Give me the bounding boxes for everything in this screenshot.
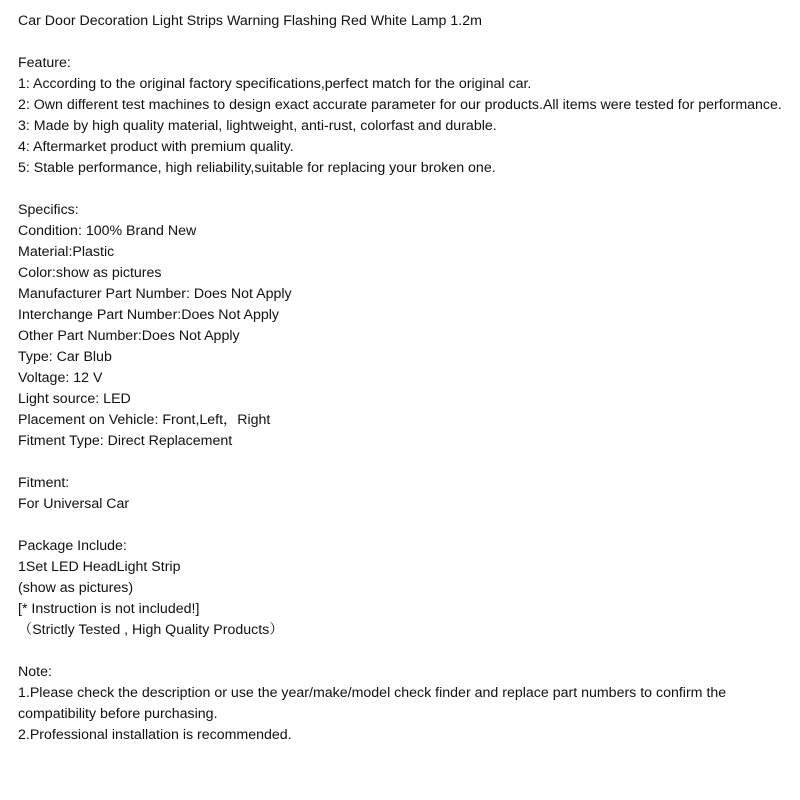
spec-condition: Condition: 100% Brand New xyxy=(18,223,197,239)
spec-manufacturer-part-number: Manufacturer Part Number: Does Not Apply xyxy=(18,286,292,302)
package-section xyxy=(18,536,788,641)
note-heading: Note: xyxy=(18,664,52,680)
fitment-section xyxy=(18,473,788,515)
spec-material: Material:Plastic xyxy=(18,244,115,260)
specifics-heading: Specifics: xyxy=(18,202,79,218)
spec-placement: Placement on Vehicle: Front,Left，Right xyxy=(18,412,271,428)
feature-item: 2: Own different test machines to design exact accurate parameter for our products.All items were tested for performance. xyxy=(18,97,782,113)
fitment-heading: Fitment: xyxy=(18,475,70,491)
spec-fitment-type: Fitment Type: Direct Replacement xyxy=(18,433,233,449)
feature-section xyxy=(18,53,788,179)
feature-item: 1: According to the original factory specifications,perfect match for the original car. xyxy=(18,76,532,92)
fitment-item: For Universal Car xyxy=(18,496,130,512)
spec-voltage: Voltage: 12 V xyxy=(18,370,103,386)
note-section xyxy=(18,662,788,746)
feature-item: 5: Stable performance, high reliability,suitable for replacing your broken one. xyxy=(18,160,496,176)
product-description xyxy=(18,11,788,746)
spacer xyxy=(18,452,788,473)
spec-color: Color:show as pictures xyxy=(18,265,162,281)
note-item: 1.Please check the description or use the year/make/model check finder and replace part numbers to confirm the compatibility before purchasing. xyxy=(18,685,731,722)
feature-heading: Feature: xyxy=(18,55,71,71)
note-item: 2.Professional installation is recommended. xyxy=(18,727,292,743)
specifics-section xyxy=(18,200,788,452)
feature-item: 3: Made by high quality material, lightweight, anti-rust, colorfast and durable. xyxy=(18,118,497,134)
spec-light-source: Light source: LED xyxy=(18,391,131,407)
package-item: (show as pictures) xyxy=(18,580,134,596)
spec-other-part-number: Other Part Number:Does Not Apply xyxy=(18,328,240,344)
spec-type: Type: Car Blub xyxy=(18,349,112,365)
spacer xyxy=(18,515,788,536)
package-item: 1Set LED HeadLight Strip xyxy=(18,559,181,575)
package-heading: Package Include: xyxy=(18,538,127,554)
package-item: [* Instruction is not included!] xyxy=(18,601,200,617)
spacer xyxy=(18,179,788,200)
spacer xyxy=(18,32,788,53)
spacer xyxy=(18,641,788,662)
feature-item: 4: Aftermarket product with premium quality. xyxy=(18,139,294,155)
package-item: （Strictly Tested , High Quality Products） xyxy=(18,622,284,638)
product-title: Car Door Decoration Light Strips Warning Flashing Red White Lamp 1.2m xyxy=(18,13,482,29)
spec-interchange-part-number: Interchange Part Number:Does Not Apply xyxy=(18,307,280,323)
